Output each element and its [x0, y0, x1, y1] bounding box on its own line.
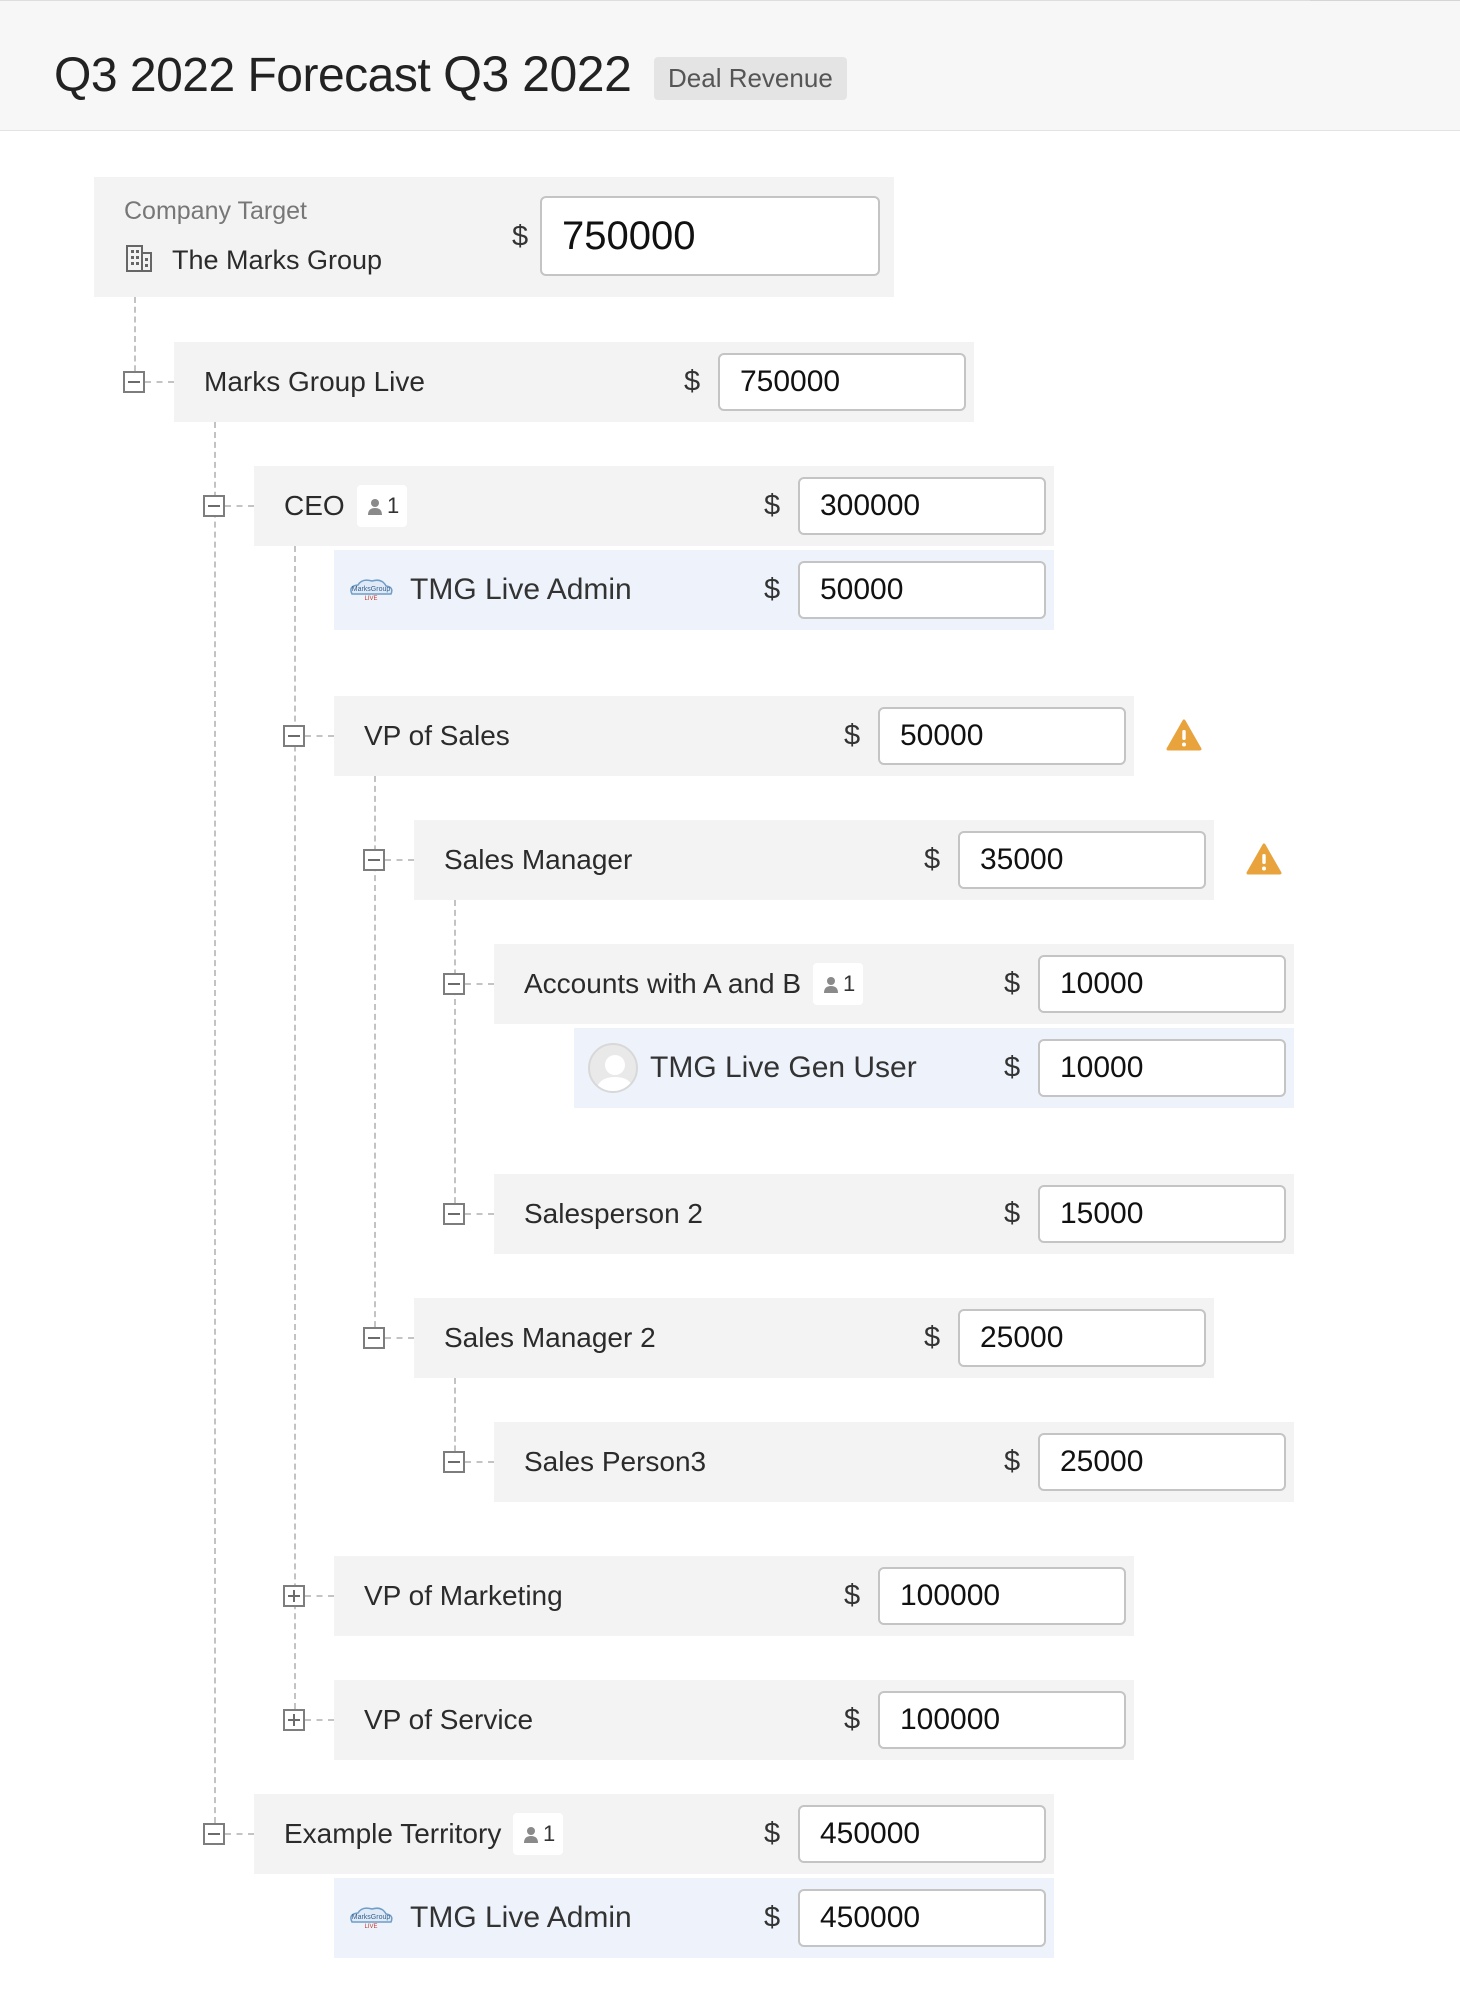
territory-row-ceo	[254, 466, 1054, 546]
territory-row-vp-of-marketing	[334, 1556, 1134, 1636]
collapse-toggle-salesperson-2-icon[interactable]	[443, 1203, 465, 1225]
currency-symbol: $	[764, 1901, 781, 1934]
currency-symbol: $	[1004, 1051, 1021, 1084]
building-icon	[124, 243, 154, 273]
currency-symbol: $	[924, 1321, 941, 1354]
currency-symbol: $	[844, 1703, 861, 1736]
member-count: 1	[387, 493, 400, 518]
row-label: Sales Manager 2	[444, 1322, 656, 1353]
tree-connector-horizontal	[305, 1595, 334, 1597]
territory-row-vp-of-sales	[334, 696, 1134, 776]
row-label: Sales Manager	[444, 844, 633, 875]
tree-connector-vertical	[454, 1378, 456, 1461]
svg-text:LIVE: LIVE	[364, 596, 378, 602]
territory-row-sales-manager	[414, 820, 1214, 900]
title-forecast: Q3 2022 Forecast	[54, 49, 431, 102]
row-label: Marks Group Live	[204, 366, 425, 397]
tree-connector-horizontal	[225, 505, 254, 507]
member-count-badge	[357, 485, 407, 527]
target-amount-input-marks-group-live[interactable]	[718, 353, 966, 411]
currency-symbol: $	[764, 1817, 781, 1850]
collapse-toggle-accounts-with-a-and-b-icon[interactable]	[443, 973, 465, 995]
tree-connector-vertical	[214, 422, 216, 1833]
target-amount-input-example-territory[interactable]	[798, 1805, 1046, 1863]
marks-group-live-logo-icon	[346, 1904, 396, 1930]
target-amount-input-sales-manager[interactable]	[958, 831, 1206, 889]
user-row-tmg-live-admin	[334, 550, 1054, 630]
target-amount-input-ceo[interactable]	[798, 477, 1046, 535]
collapse-toggle-marks-group-live-icon[interactable]	[123, 371, 145, 393]
tree-connector-horizontal	[305, 735, 334, 737]
row-label: VP of Marketing	[364, 1580, 563, 1611]
expand-toggle-vp-of-marketing-icon[interactable]	[283, 1585, 305, 1607]
territory-row-example-territory	[254, 1794, 1054, 1874]
tree-connector-horizontal	[145, 381, 174, 383]
territory-row-sales-person3	[494, 1422, 1294, 1502]
tree-connector-horizontal	[225, 1833, 254, 1835]
row-label: Accounts with A and B	[524, 968, 802, 999]
row-label: Salesperson 2	[524, 1198, 704, 1229]
member-count: 1	[543, 1821, 556, 1846]
territory-row-vp-of-service	[334, 1680, 1134, 1760]
row-label: TMG Live Admin	[410, 573, 632, 606]
currency-symbol: $	[844, 719, 861, 752]
territory-row-sales-manager-2	[414, 1298, 1214, 1378]
collapse-toggle-vp-of-sales-icon[interactable]	[283, 725, 305, 747]
target-amount-input-salesperson-2[interactable]	[1038, 1185, 1286, 1243]
tree-connector-vertical	[294, 546, 296, 1719]
page-title	[54, 45, 631, 103]
tree-connector-horizontal	[385, 1337, 414, 1339]
revenue-type-badge: Deal Revenue	[654, 57, 847, 100]
target-amount-input-accounts-with-a-and-b[interactable]	[1038, 955, 1286, 1013]
page-header	[0, 1, 1460, 131]
row-label: TMG Live Gen User	[650, 1051, 917, 1084]
currency-symbol: $	[1004, 1197, 1021, 1230]
user-row-tmg-live-admin	[334, 1878, 1054, 1958]
marks-group-live-logo-icon	[346, 576, 396, 602]
tree-connector-horizontal	[305, 1719, 334, 1721]
title-period: Q3 2022	[443, 46, 632, 102]
tree-connector-horizontal	[465, 983, 494, 985]
company-target-label: Company Target	[124, 197, 307, 225]
row-label: TMG Live Admin	[410, 1901, 632, 1934]
member-count-badge	[513, 1813, 563, 1855]
avatar-icon	[588, 1043, 638, 1093]
collapse-toggle-sales-person3-icon[interactable]	[443, 1451, 465, 1473]
territory-row-salesperson-2	[494, 1174, 1294, 1254]
member-count-badge	[813, 963, 863, 1005]
warning-icon[interactable]	[1166, 719, 1202, 751]
collapse-toggle-sales-manager-icon[interactable]	[363, 849, 385, 871]
currency-symbol: $	[512, 220, 529, 253]
tree-connector-horizontal	[385, 859, 414, 861]
currency-symbol: $	[764, 489, 781, 522]
row-label: CEO	[284, 490, 345, 521]
target-amount-input-tmg-live-admin[interactable]	[798, 1889, 1046, 1947]
collapse-toggle-sales-manager-2-icon[interactable]	[363, 1327, 385, 1349]
target-amount-input-tmg-live-admin[interactable]	[798, 561, 1046, 619]
company-name: The Marks Group	[172, 245, 383, 275]
target-amount-input-vp-of-marketing[interactable]	[878, 1567, 1126, 1625]
row-label: Example Territory	[284, 1818, 502, 1849]
target-amount-input-sales-person3[interactable]	[1038, 1433, 1286, 1491]
currency-symbol: $	[684, 365, 701, 398]
target-amount-input-vp-of-sales[interactable]	[878, 707, 1126, 765]
expand-toggle-vp-of-service-icon[interactable]	[283, 1709, 305, 1731]
row-label: Sales Person3	[524, 1446, 707, 1477]
user-row-tmg-live-gen-user	[574, 1028, 1294, 1108]
company-target	[94, 177, 894, 297]
collapse-toggle-example-territory-icon[interactable]	[203, 1823, 225, 1845]
currency-symbol: $	[924, 843, 941, 876]
target-amount-input-vp-of-service[interactable]	[878, 1691, 1126, 1749]
member-count: 1	[843, 971, 856, 996]
tree-connector-horizontal	[465, 1461, 494, 1463]
currency-symbol: $	[1004, 1445, 1021, 1478]
svg-text:LIVE: LIVE	[364, 1924, 378, 1930]
currency-symbol: $	[844, 1579, 861, 1612]
company-target-input[interactable]	[540, 196, 880, 276]
tree-connector-horizontal	[465, 1213, 494, 1215]
svg-text:MarksGroup: MarksGroup	[351, 1914, 391, 1921]
svg-text:MarksGroup: MarksGroup	[351, 586, 391, 593]
warning-icon[interactable]	[1246, 843, 1282, 875]
territory-row-marks-group-live	[174, 342, 974, 422]
tree-connector-vertical	[454, 900, 456, 1213]
tree-connector-vertical	[134, 297, 136, 381]
currency-symbol: $	[1004, 967, 1021, 1000]
target-amount-input-sales-manager-2[interactable]	[958, 1309, 1206, 1367]
target-amount-input-tmg-live-gen-user[interactable]	[1038, 1039, 1286, 1097]
row-label: VP of Service	[364, 1704, 534, 1735]
territory-row-accounts-with-a-and-b	[494, 944, 1294, 1024]
currency-symbol: $	[764, 573, 781, 606]
row-label: VP of Sales	[364, 720, 510, 751]
collapse-toggle-ceo-icon[interactable]	[203, 495, 225, 517]
